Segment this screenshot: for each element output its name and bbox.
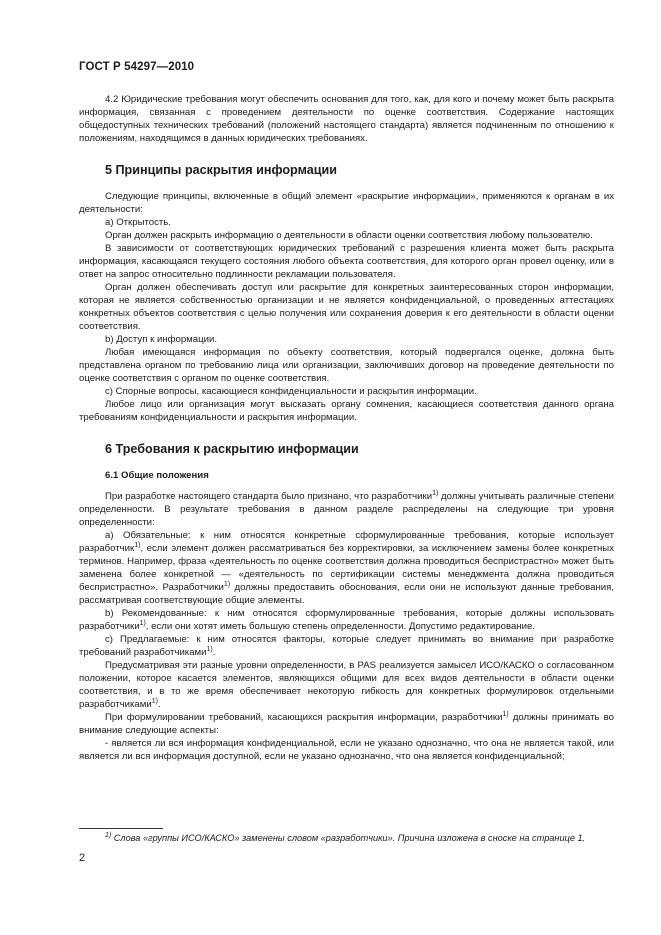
paragraph: Следующие принципы, включенные в общий элемент «раскрытие информации», применяются к органам в их деятельности: (79, 191, 614, 215)
list-item-c: c) Предлагаемые: к ним относятся факторы, которые следует принимать во внимание при разработке требований разработчиками$^{1)}$. (79, 634, 614, 658)
paragraph: Орган должен раскрыть информацию о деятельности в области оценки соответствия любому пользователю. (105, 230, 593, 241)
footnote-ref: 1) (151, 698, 158, 705)
dash-list-item: - является ли вся информация конфиденциальной, если не указано однозначно, что она не является такой, или является ли вся информация доступной, если не указано однозначно, что она является конфиденциальной; (79, 738, 614, 762)
list-item-a: a) Обязательные: к ним относятся конкретные сформулированные требования, которые использует разработчик$^{1)}$, если элемент должен рассматриваться без корректировки, за исключением замены более конкретных терминов. Например, фраза «деятельность по оценке соответствия должна проводиться беспристрастно» может быть заменена более конкретной — «деятельность по сертификации системы менеджмента должна проводиться беспристрастно». Разработчики$^{1)}$ должны предоставить обоснования, если они не используют данные требования, рассматривая соответствующие общие элементы. (79, 530, 614, 606)
list-item-b: b) Рекомендованные: к ним относятся сформулированные требования, которые должны использовать разработчики$^{1)}$, если они хотят иметь большую степень определенности. Допустимо редактирование. (79, 608, 614, 632)
footnote-ref: 1) (139, 620, 146, 627)
subsection-6-1-title: 6.1 Общие положения (105, 470, 209, 481)
paragraph: В зависимости от соответствующих юридических требований с разрешения клиента может быть раскрыта информация, касающаяся текущего состояния любого объекта соответствия, для которого орган провел оценку, или в ответ на запрос относительно подлинности рекламации пользователя. (79, 243, 614, 280)
list-item-c: c) Спорные вопросы, касающиеся конфиденциальности и раскрытия информации. (105, 386, 477, 397)
footnote-ref: 1) (206, 646, 213, 653)
section-6-title: 6 Требования к раскрытию информации (105, 442, 359, 456)
footnote-ref: 1) (432, 490, 439, 497)
paragraph: Любое лицо или организация могут высказать органу сомнения, касающиеся соответствия данного органа требованиям конфиденциальности и раскрытия информации. (79, 399, 614, 423)
paragraph-4-2: 4.2 Юридические требования могут обеспечить основания для того, как, для кого и почему может быть раскрыта информация, связанная с проведением деятельности по оценке соответствия. Содержание настоящих общедоступных технических требований (положений настоящего стандарта) является подчиненным по отношению к положениям, находящимся в данных юридических требованиях. (79, 94, 614, 144)
footnote-ref: 1) (502, 711, 509, 718)
footnote-ref: 1) (134, 542, 141, 549)
footnote: $^{1)}$ Слова «группы ИСО/КАСКО» заменены словом «разработчики». Причина изложена в сноске на странице 1. (105, 832, 586, 843)
document-body (79, 93, 614, 763)
paragraph: При формулировании требований, касающихся раскрытия информации, разработчики$^{1)}$ должны принимать во внимание следующие аспекты: (79, 711, 615, 736)
footnote-mark: 1) (105, 832, 112, 839)
paragraph: При разработке настоящего стандарта было признано, что разработчики$^{1)}$ должны учитывать различные степени определенности. В результате требования в данном разделе распределены на следующие три уровня определенности: (79, 490, 614, 528)
paragraph: Орган должен обеспечивать доступ или раскрытие для конкретных заинтересованных сторон информации, которая не является собственностью организации и не является конфиденциальной, о проведенных аттестациях конкретных объектов соответствия с целью получения или сохранения доверия к его деятельности в области оценки соответствия. (79, 282, 614, 332)
document-code: ГОСТ Р 54297—2010 (79, 61, 195, 73)
page-number: 2 (79, 852, 86, 864)
footnote-ref: 1) (223, 581, 231, 588)
list-item-b: b) Доступ к информации. (105, 334, 217, 345)
footnote-divider (79, 828, 163, 829)
section-5-title: 5 Принципы раскрытия информации (105, 163, 337, 177)
list-item-a: a) Открытость. (105, 217, 171, 228)
paragraph: Предусматривая эти разные уровни определенности, в PAS реализуется замысел ИСО/КАСКО о согласованном положении, которое касается элементов, являющихся общими для всех видов деятельности в области оценки соответствия, и в то же время обеспечивает некоторую гибкость для конкретных формулировок отдельными разработчиками$^{1)}$. (79, 660, 614, 710)
paragraph: Любая имеющаяся информация по объекту соответствия, который подвергался оценке, должна быть представлена органом по требованию лица или организации, заключивших договор на проведение деятельности по оценке соответствия с органом по оценке соответствия. (79, 347, 614, 384)
